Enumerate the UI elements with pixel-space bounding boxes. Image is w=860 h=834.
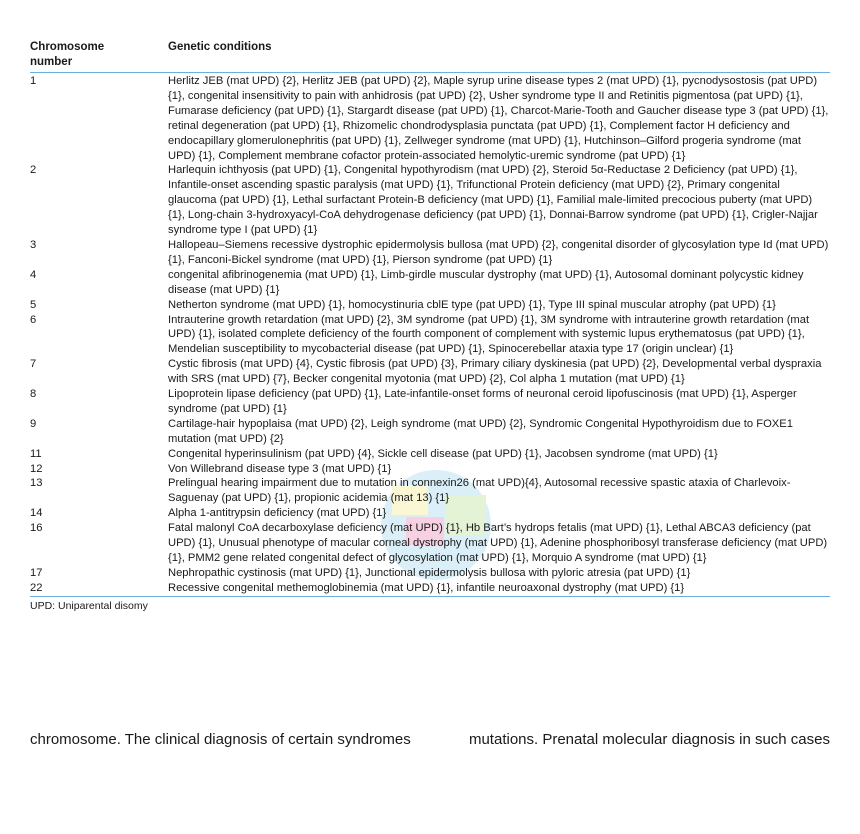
column-header-conditions: Genetic conditions: [168, 41, 272, 53]
genetic-conditions: Intrauterine growth retardation (mat UPD) {2}, 3M syndrome (pat UPD) {1}, 3M syndrome with intrauterine growth retardation (mat UPD) {1}, isolated complete deficiency of the fourth component of complement with systemic lupus erythematosus (pat UPD) {1}, Mendelian susceptibility to mycobacterial disease (pat UPD) {1}, Spinocerebellar ataxia type 17 (origin unclear) {1}: [168, 313, 810, 356]
genetic-conditions: Congenital hyperinsulinism (pat UPD) {4}, Sickle cell disease (pat UPD) {1}, Jacobsen syndrome (mat UPD) {1}: [168, 447, 718, 460]
table-row: [30, 74, 830, 163]
table-row: [30, 268, 830, 298]
chromosome-number: 2: [30, 164, 37, 177]
body-text-left: chromosome. The clinical diagnosis of certain syndromes: [30, 731, 411, 748]
chromosome-number: 12: [30, 462, 43, 475]
table-row: [30, 506, 830, 521]
table-row: [30, 387, 830, 417]
genetic-conditions: Netherton syndrome (mat UPD) {1}, homocystinuria cblE type (pat UPD) {1}, Type III spinal muscular atrophy (pat UPD) {1}: [168, 298, 776, 311]
genetic-conditions: Fatal malonyl CoA decarboxylase deficiency (mat UPD) {1}, Hb Bart’s hydrops fetalis (mat UPD) {1}, Lethal ABCA3 deficiency (pat UPD) {1}, Unusual phenotype of macular corneal dystrophy (mat UPD) {1}, Adenine phosphoribosyl transferase deficiency (mat UPD) {1}, PMM2 gene related congenital defect of glycosylation (mat UPD) {1}, Morquio A syndrome (mat UPD) {1}: [168, 522, 828, 564]
table-row: [30, 298, 830, 313]
chromosome-number: 13: [30, 477, 43, 490]
chromosome-number: 3: [30, 238, 37, 251]
table-row: [30, 581, 830, 596]
chromosome-number: 6: [30, 313, 37, 326]
genetic-conditions: Lipoprotein lipase deficiency (pat UPD) {1}, Late-infantile-onset forms of neuronal ceroid lipofuscinosis (mat UPD) {1}, Asperger syndrome (pat UPD) {1}: [168, 388, 797, 415]
genetic-conditions: Harlequin ichthyosis (pat UPD) {1}, Congenital hypothyrodism (mat UPD) {2}, Steroid 5α-Reductase 2 Deficiency (pat UPD) {1}, Infantile-onset ascending spastic paralysis (mat UPD) {1}, Trifunctional Protein deficiency (mat UPD) {2}, Primary congenital glaucoma (pat UPD) {1}, Lethal surfactant Protein-B deficiency (mat UPD) {1}, Familial male-limited precocious puberty (mat UPD) {1}, Long-chain 3-hydroxyacyl-CoA dehydrogenase deficiency (pat UPD) {1}, Donnai-Barrow syndrome (pat UPD) {1}, Crigler-Najjar syndrome type I (pat UPD) {1}: [168, 164, 818, 237]
body-text-right: mutations. Prenatal molecular diagnosis in such cases: [468, 731, 830, 748]
chromosome-number: 5: [30, 298, 37, 311]
genetic-conditions: Herlitz JEB (mat UPD) {2}, Herlitz JEB (pat UPD) {2}, Maple syrup urine disease types 2 (mat UPD) {1}, pycnodysostosis (pat UPD) {1}, congenital insensitivity to pain with anhidrosis (pat UPD) {2}, Usher syndrome type II and Retinitis pigmentosa (pat UPD) {1}, Fumarase deficiency (pat UPD) {1}, Stargardt disease (pat UPD) {1}, Charcot-Marie-Tooth and Gaucher disease type 3 (pat UPD) {1}, retinal degeneration (pat UPD) {1}, Rhizomelic chondrodysplasia punctata (pat UPD) {1}, Complement factor H deficiency and endocapillary glomerulonephritis (pat UPD) {1}, Zellweger syndrome (mat UPD) {1}, Hutchinson–Gilford progeria syndrome (mat UPD) {1}, Complement membrane cofactor protein-associated hemolytic-uremic syndrome (pat UPD) {1}: [168, 75, 829, 162]
chromosome-number: 11: [30, 447, 42, 460]
table-row: [30, 417, 830, 447]
genetic-conditions: Von Willebrand disease type 3 (mat UPD) {1}: [168, 462, 392, 475]
chromosome-number: 7: [30, 358, 37, 371]
chromosome-number: 4: [30, 268, 37, 281]
table-bottom-divider: [30, 596, 830, 597]
genetic-conditions: Nephropathic cystinosis (mat UPD) {1}, Junctional epidermolysis bullosa with pyloric atresia (pat UPD) {1}: [168, 566, 691, 579]
table-row: [30, 163, 830, 238]
body-text-line: [30, 731, 830, 748]
chromosome-number: 1: [30, 75, 37, 87]
table-container: [30, 38, 830, 612]
table-row: [30, 238, 830, 268]
genetic-conditions: congenital afibrinogenemia (mat UPD) {1}, Limb-girdle muscular dystrophy (mat UPD) {1}, Autosomal dominant polycystic kidney disease (mat UPD) {1}: [168, 268, 804, 296]
genetic-conditions: Cartilage-hair hypoplaisa (mat UPD) {2}, Leigh syndrome (mat UPD) {2}, Syndromic Congenital Hypothyroidism due to FOXE1 mutation (mat UPD) {2}: [168, 417, 793, 445]
chromosome-number: 9: [30, 417, 37, 430]
table-header: [30, 38, 830, 72]
chromosome-number: 22: [30, 581, 43, 594]
genetic-conditions: Prelingual hearing impairment due to mutation in connexin26 (mat UPD){4}, Autosomal recessive spastic ataxia of Charlevoix-Saguenay (pat UPD) {1}, propionic acidemia (mat 13) {1}: [168, 477, 791, 505]
table-row: [30, 447, 830, 462]
table-row: [30, 313, 830, 358]
chromosome-number: 16: [30, 522, 43, 535]
chromosome-number: 8: [30, 388, 37, 401]
genetic-conditions: Cystic fibrosis (mat UPD) {4}, Cystic fibrosis (pat UPD) {3}, Primary ciliary dyskinesia (pat UPD) {2}, Developmental verbal dyspraxia with SRS (mat UPD) {7}, Becker congenital myotonia (mat UPD) {2}, Col alpha 1 mutation (mat UPD) {1}: [168, 358, 822, 386]
table-row: [30, 476, 830, 506]
table-row: [30, 357, 830, 387]
genetic-conditions: Alpha 1-antitrypsin deficiency (mat UPD) {1}: [168, 507, 387, 520]
table-body: [30, 73, 830, 596]
table-row: [30, 462, 830, 477]
table-row: [30, 566, 830, 581]
column-header-chromosome: Chromosome number: [30, 41, 105, 68]
chromosome-number: 17: [30, 566, 43, 579]
genetic-conditions: Recessive congenital methemoglobinemia (mat UPD) {1}, infantile neuroaxonal dystrophy (mat UPD) {1}: [168, 581, 685, 594]
chromosome-number: 14: [30, 507, 43, 520]
table-footnote: UPD: Uniparental disomy: [30, 599, 148, 612]
table-row: [30, 521, 830, 566]
genetic-conditions: Hallopeau–Siemens recessive dystrophic epidermolysis bullosa (mat UPD) {2}, congenital disorder of glycosylation type Id (mat UPD) {1}, Fanconi-Bickel syndrome (mat UPD) {1}, Pierson syndrome (pat UPD) {1}: [168, 238, 829, 266]
